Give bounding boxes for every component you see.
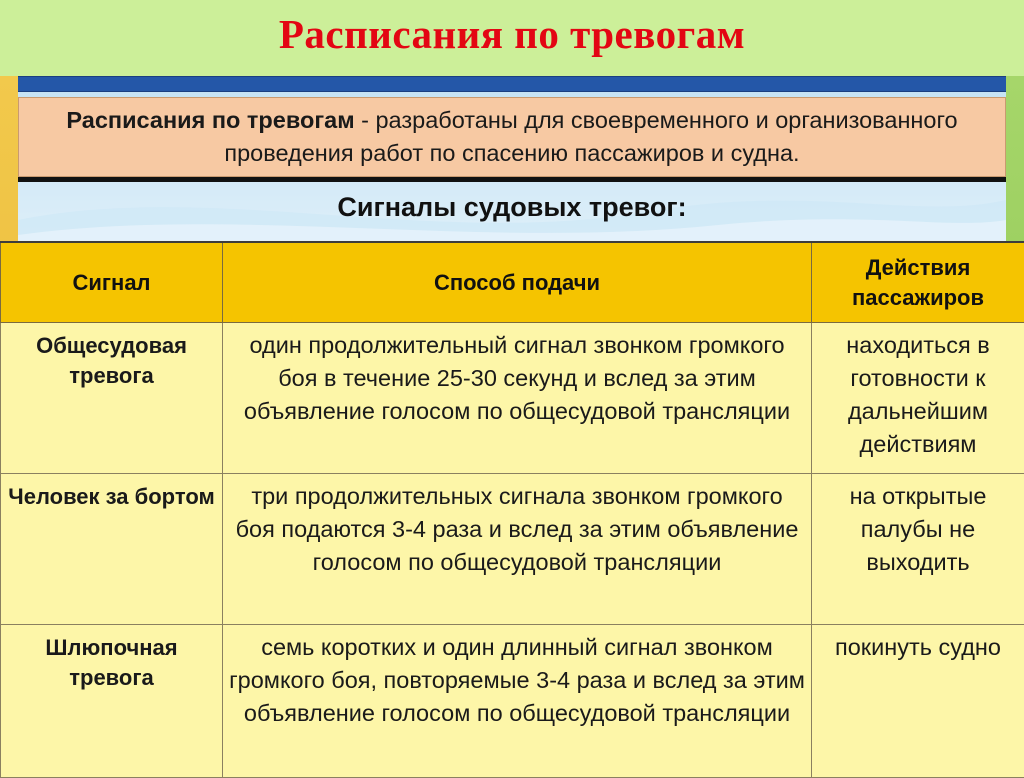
table-header-row (1, 242, 1024, 323)
header-method: Способ подачи (223, 242, 812, 323)
row-signal: Человек за бортом (1, 474, 223, 625)
row-method: три продолжительных сигнала звонком громкого боя подаются 3-4 раза и вслед за этим объявление голосом по общесудовой трансляции (223, 474, 812, 625)
definition-text: - разработаны для своевременного и организованного проведения работ по спасению пассажиров и судна. (224, 107, 957, 166)
black-divider (18, 177, 1006, 182)
title-band (0, 0, 1024, 77)
row-signal: Общесудовая тревога (1, 323, 223, 474)
slide-title: Расписания по тревогам (0, 10, 1024, 58)
alarm-signals-table (0, 241, 1024, 778)
table-subtitle: Сигналы судовых тревог: (0, 192, 1024, 223)
row-actions: на открытые палубы не выходить (812, 474, 1024, 625)
row-actions: покинуть судно (812, 625, 1024, 778)
row-signal: Шлюпочная тревога (1, 625, 223, 778)
definition-box (18, 97, 1006, 177)
table-row (1, 625, 1024, 778)
row-method: семь коротких и один длинный сигнал звонком громкого боя, повторяемые 3-4 раза и вслед за этим объявление голосом по общесудовой трансляции (223, 625, 812, 778)
blue-divider-stripe (18, 76, 1006, 92)
row-method: один продолжительный сигнал звонком громкого боя в течение 25-30 секунд и вслед за этим объявление голосом по общесудовой трансляции (223, 323, 812, 474)
table-row (1, 474, 1024, 625)
header-signal: Сигнал (1, 242, 223, 323)
definition-term: Расписания по тревогам (66, 107, 354, 133)
table-row (1, 323, 1024, 474)
row-actions: находиться в готовности к дальнейшим действиям (812, 323, 1024, 474)
header-actions: Действия пассажиров (812, 242, 1024, 323)
